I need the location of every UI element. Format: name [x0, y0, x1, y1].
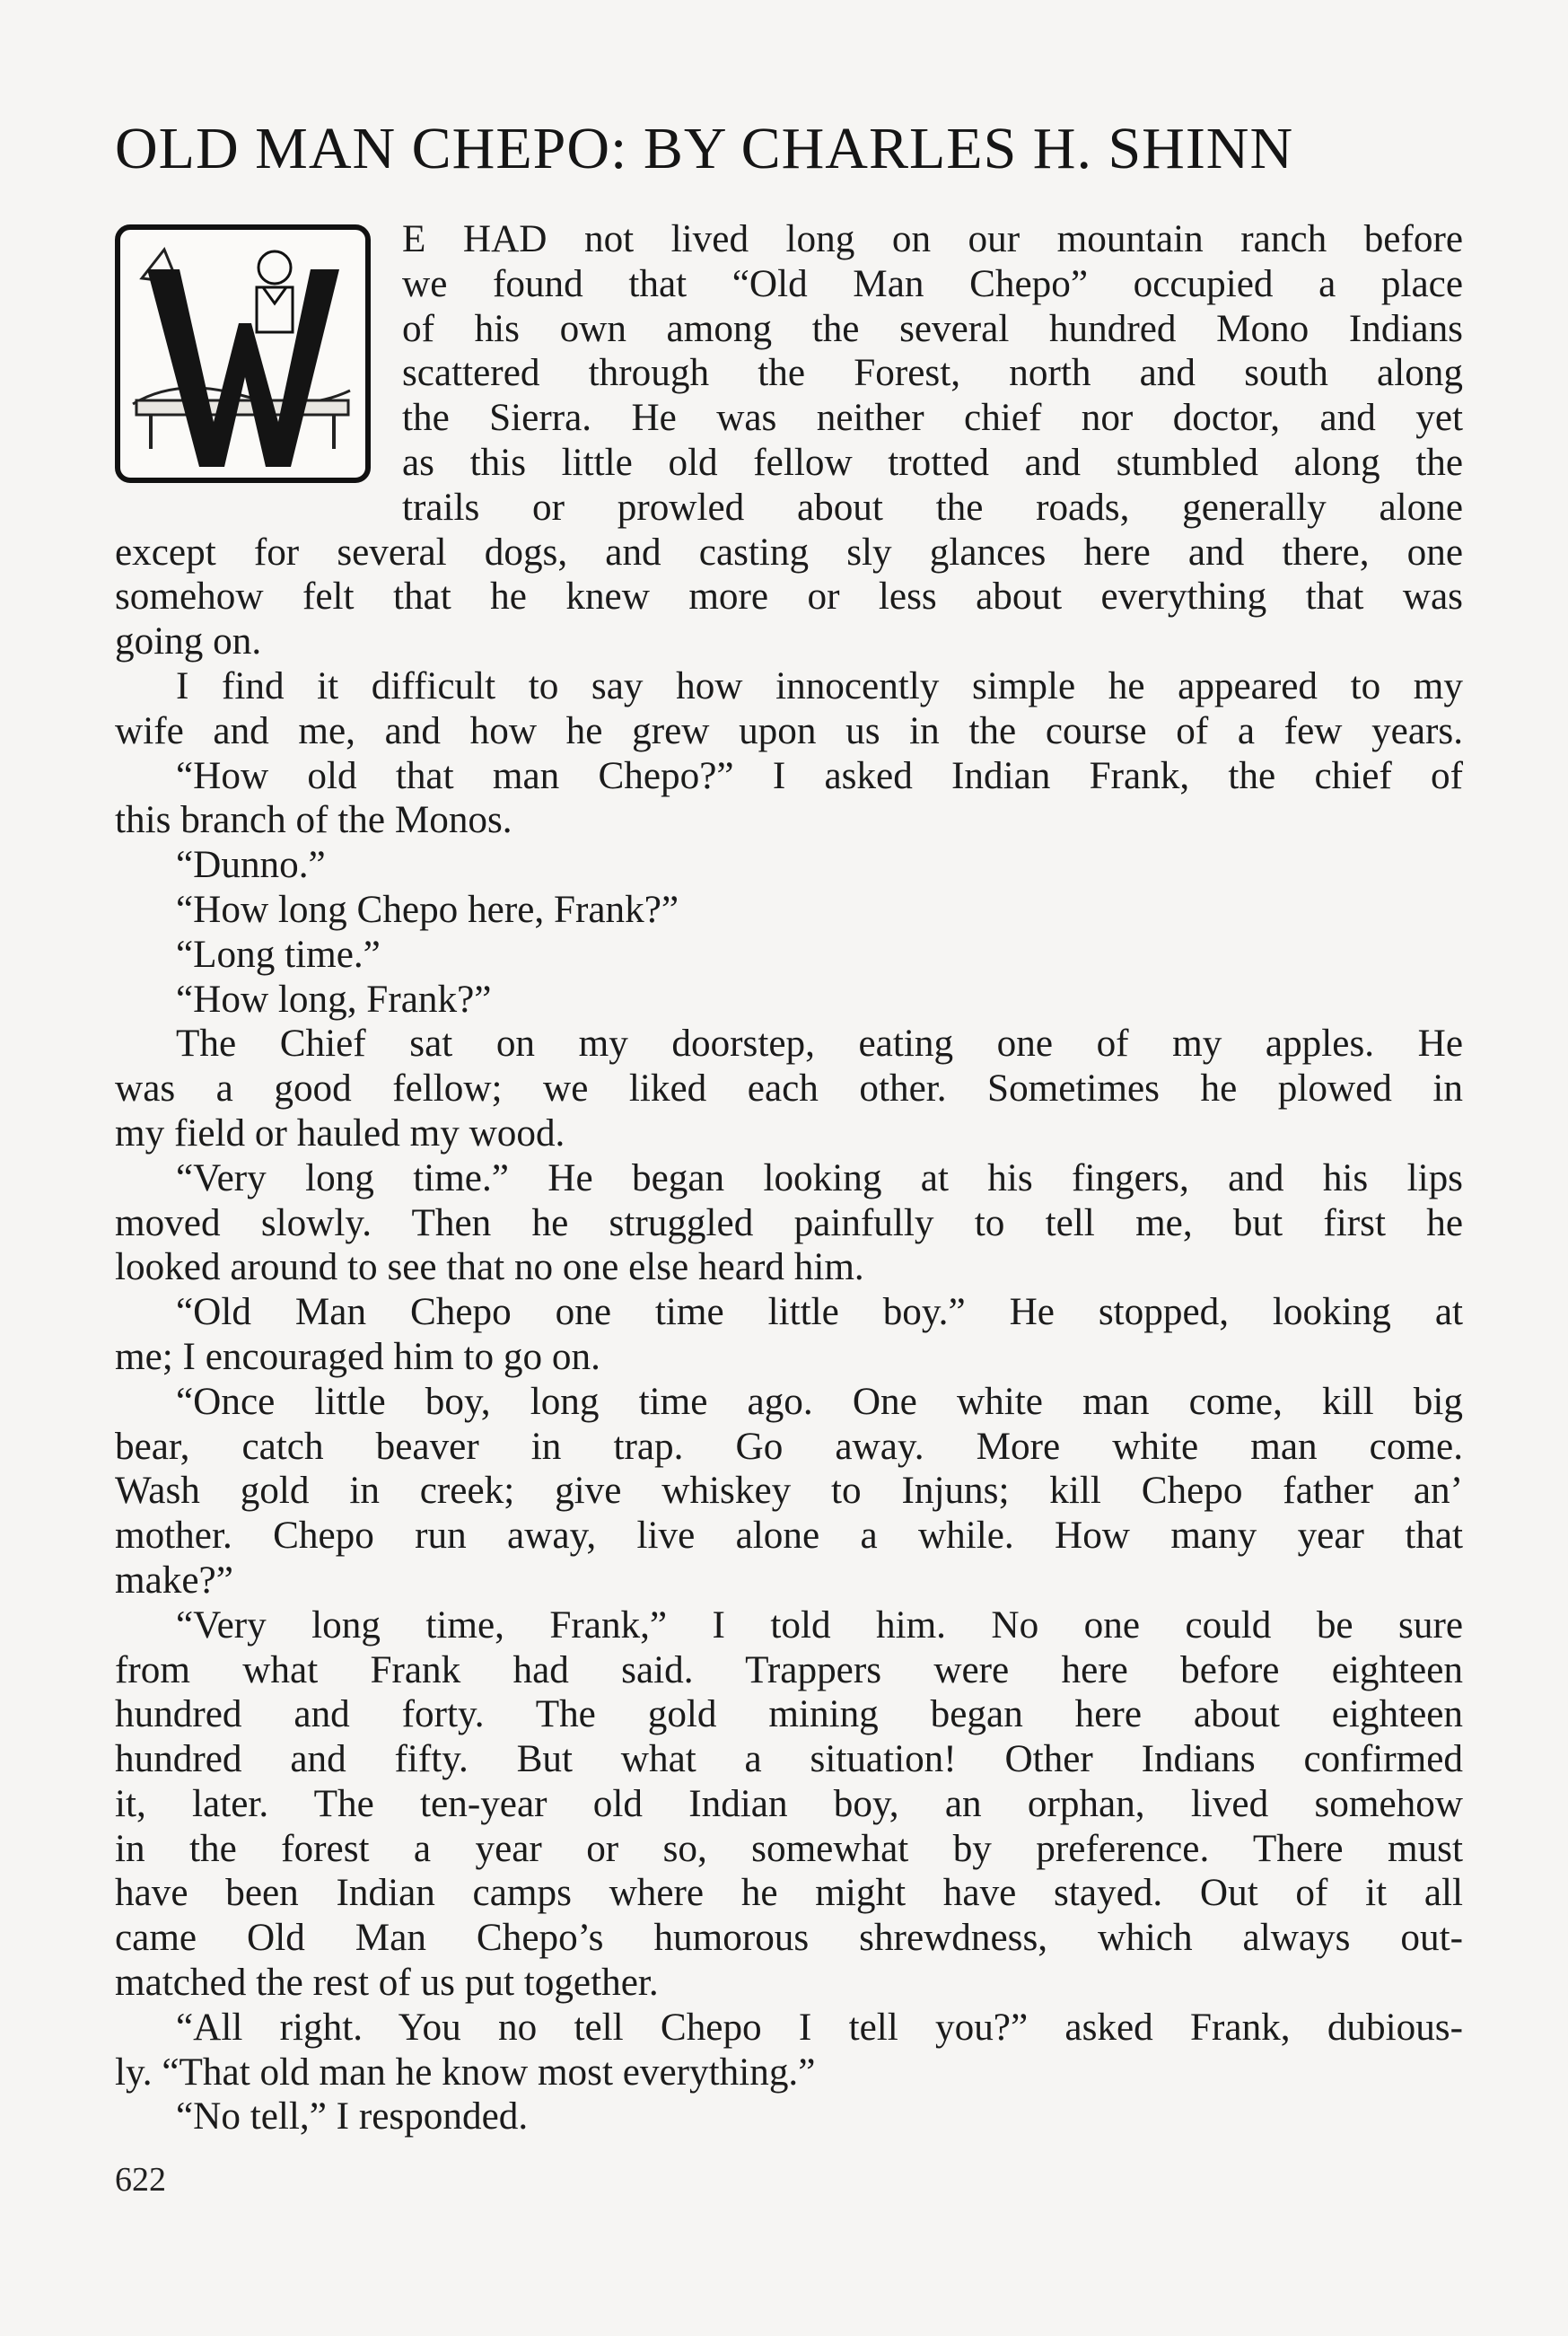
- text-line: my field or hauled my wood.: [115, 1111, 565, 1155]
- text-line: in the forest a year or so, somewhat by preference. There must: [115, 1827, 1463, 1870]
- text-line: from what Frank had said. Trappers were here before eighteen: [115, 1648, 1463, 1691]
- text-line: “How long, Frank?”: [176, 978, 492, 1021]
- text-line: mother. Chepo run away, live alone a while. How many year that: [115, 1515, 1463, 1558]
- text-line: except for several dogs, and casting sly glances here and there, one: [115, 531, 1463, 574]
- text-line: hundred and fifty. But what a situation! Other Indians confirmed: [115, 1738, 1463, 1781]
- text-line: make?”: [115, 1559, 233, 1602]
- article-body: [115, 217, 1463, 2139]
- text-line: as this little old fellow trotted and stumbled along the: [402, 441, 1463, 484]
- text-line: “Once little boy, long time ago. One white man come, kill big: [176, 1380, 1463, 1423]
- text-line: “Long time.”: [176, 933, 381, 976]
- text-line: “All right. You no tell Chepo I tell you?” asked Frank, dubious-: [176, 2006, 1463, 2049]
- text-line: I find it difficult to say how innocently simple he appeared to my: [176, 664, 1463, 707]
- text-line: “Old Man Chepo one time little boy.” He stopped, looking at: [176, 1291, 1463, 1334]
- text-line: “Very long time, Frank,” I told him. No one could be sure: [176, 1603, 1463, 1647]
- article-title: OLD MAN CHEPO: BY CHARLES H. SHINN: [115, 116, 1294, 181]
- text-line: “How long Chepo here, Frank?”: [176, 888, 679, 931]
- text-line: “Very long time.” He began looking at his fingers, and his lips: [176, 1156, 1463, 1199]
- text-line: looked around to see that no one else heard him.: [115, 1246, 864, 1289]
- text-line: me; I encouraged him to go on.: [115, 1335, 600, 1378]
- text-line: it, later. The ten-year old Indian boy, an orphan, lived somehow: [115, 1782, 1463, 1825]
- text-line: ly. “That old man he know most everything.”: [115, 2051, 816, 2094]
- text-line: somehow felt that he knew more or less about everything that was: [115, 575, 1463, 619]
- text-line: wife and me, and how he grew upon us in the course of a few years.: [115, 709, 1463, 752]
- text-line: was a good fellow; we liked each other. Sometimes he plowed in: [115, 1067, 1463, 1111]
- text-line: of his own among the several hundred Mono Indians: [402, 307, 1463, 350]
- text-line: “No tell,” I responded.: [176, 2095, 529, 2138]
- text-line: came Old Man Chepo’s humorous shrewdness, which always out-: [115, 1917, 1463, 1960]
- text-line: E HAD not lived long on our mountain ranch before: [402, 218, 1463, 260]
- text-line: “How old that man Chepo?” I asked Indian Frank, the chief of: [176, 754, 1463, 797]
- text-line: bear, catch beaver in trap. Go away. More white man come.: [115, 1425, 1463, 1468]
- text-line: The Chief sat on my doorstep, eating one of my apples. He: [176, 1023, 1463, 1066]
- text-line: the Sierra. He was neither chief nor doctor, and yet: [402, 397, 1463, 440]
- text-line: we found that “Old Man Chepo” occupied a place: [402, 262, 1463, 305]
- text-line: going on.: [115, 620, 262, 663]
- text-line: moved slowly. Then he struggled painfully to tell me, but first he: [115, 1201, 1463, 1244]
- text-line: this branch of the Monos.: [115, 799, 512, 842]
- text-line: Wash gold in creek; give whiskey to Injuns; kill Chepo father an’: [115, 1470, 1463, 1513]
- text-line: trails or prowled about the roads, generally alone: [402, 486, 1463, 529]
- text-line: scattered through the Forest, north and south along: [402, 352, 1463, 395]
- text-line: “Dunno.”: [176, 844, 326, 887]
- text-line: hundred and forty. The gold mining began here about eighteen: [115, 1693, 1463, 1736]
- text-line: have been Indian camps where he might have stayed. Out of it all: [115, 1872, 1463, 1915]
- text-line: matched the rest of us put together.: [115, 1962, 659, 2005]
- page-number: 622: [115, 2161, 166, 2199]
